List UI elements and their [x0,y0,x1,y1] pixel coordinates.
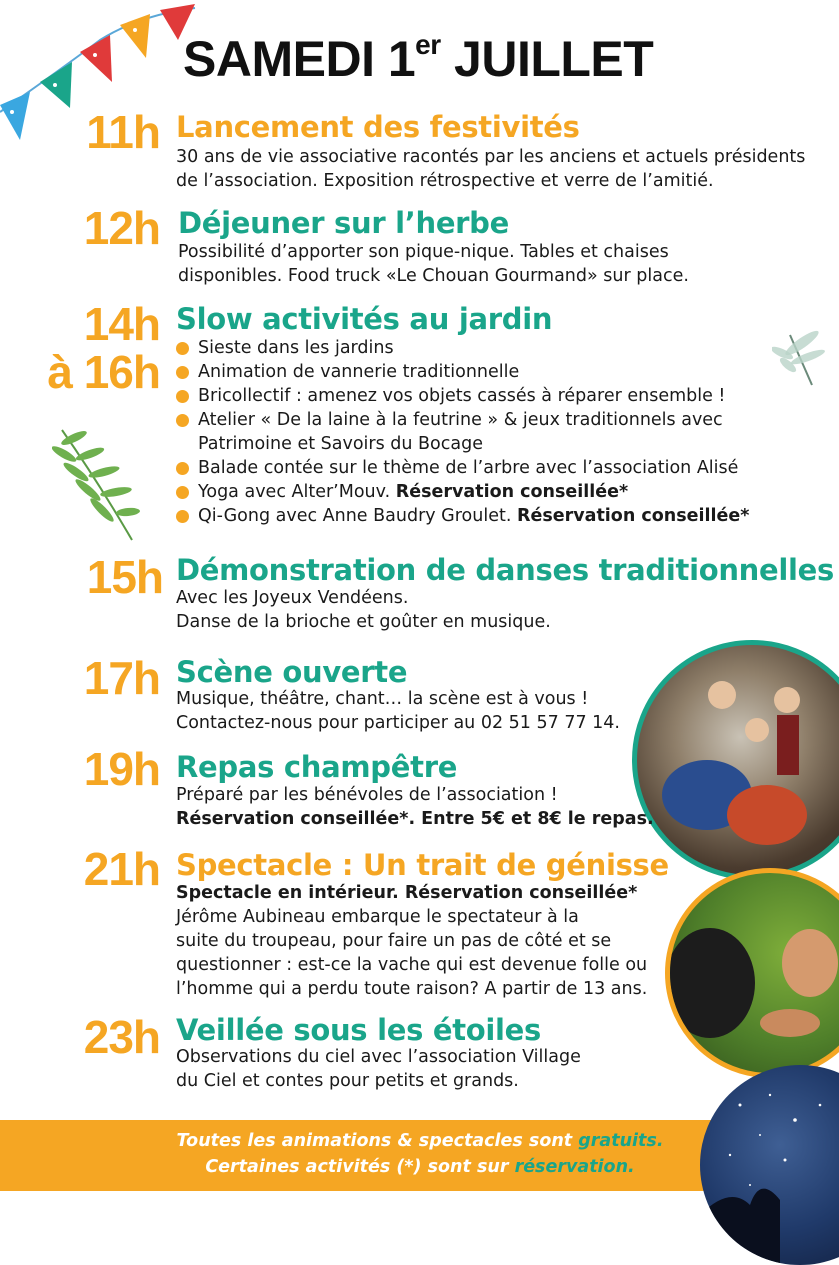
time-12h: 12h [83,202,160,254]
event-description: Préparé par les bénévoles de l’association ! Réservation conseillée*. Entre 5€ et 8€ le repas. [176,785,654,829]
time-21h: 21h [83,843,160,895]
time-23h: 23h [83,1011,160,1063]
event-description: 30 ans de vie associative racontés par les anciens et actuels présidents de l’association. Exposition rétrospective et verre de l’amitié. [176,147,806,191]
list-item: Animation de vannerie traditionnelle [176,360,816,384]
event-description: Observations du ciel avec l’association Village du Ciel et contes pour petits et grands. [176,1047,581,1091]
list-item: Balade contée sur le thème de l’arbre avec l’association Alisé [176,456,816,480]
time-17h: 17h [83,652,160,704]
time-15h: 15h [86,551,163,603]
footer-note: Toutes les animations & spectacles sont gratuits. Certaines activités (*) sont sur réservation. [176,1131,664,1177]
list-item: Yoga avec Alter’Mouv. Réservation conseillée* [176,480,816,504]
fern-leaf-icon [52,420,142,545]
list-item: Qi-Gong avec Anne Baudry Groulet. Réservation conseillée* [176,504,816,528]
event-heading: Slow activités au jardin [176,302,553,336]
event-description: Possibilité d’apporter son pique-nique. Tables et chaises disponibles. Food truck «Le Chouan Gourmand» sur place. [178,242,689,286]
list-item: Bricollectif : amenez vos objets cassés à réparer ensemble ! [176,384,816,408]
event-description: Spectacle en intérieur. Réservation conseillée* Jérôme Aubineau embarque le spectateur à la suite du troupeau, pour faire un pas de côté et se questionner : est-ce la vache qui est devenue folle ou l’homme qui a perdu toute raison? A partir de 13 ans. [176,883,648,999]
time-11h: 11h [86,106,160,158]
event-heading: Spectacle : Un trait de génisse [176,848,669,882]
dragonfly-icon [772,325,832,390]
event-heading: Déjeuner sur l’herbe [178,206,510,240]
dancers-photo [632,640,839,880]
list-item: Sieste dans les jardins [176,336,816,360]
time-19h: 19h [83,743,160,795]
event-heading: Lancement des festivités [176,110,580,144]
time-14h-16h: 14h à 16h [47,298,160,398]
event-heading: Démonstration de danses traditionnelles [176,553,835,587]
page-title: SAMEDI 1er JUILLET [183,29,654,87]
activity-list [176,336,816,528]
cow-man-photo [665,868,839,1078]
event-description: Avec les Joyeux Vendéens. Danse de la brioche et goûter en musique. [176,588,551,632]
list-item: Atelier « De la laine à la feutrine » & jeux traditionnels avec Patrimoine et Savoirs du Bocage [176,408,816,456]
event-description: Musique, théâtre, chant… la scène est à vous ! Contactez-nous pour participer au 02 51 57 77 14. [176,689,620,733]
event-heading: Veillée sous les étoiles [176,1013,541,1047]
event-heading: Scène ouverte [176,655,408,689]
event-heading: Repas champêtre [176,750,458,784]
